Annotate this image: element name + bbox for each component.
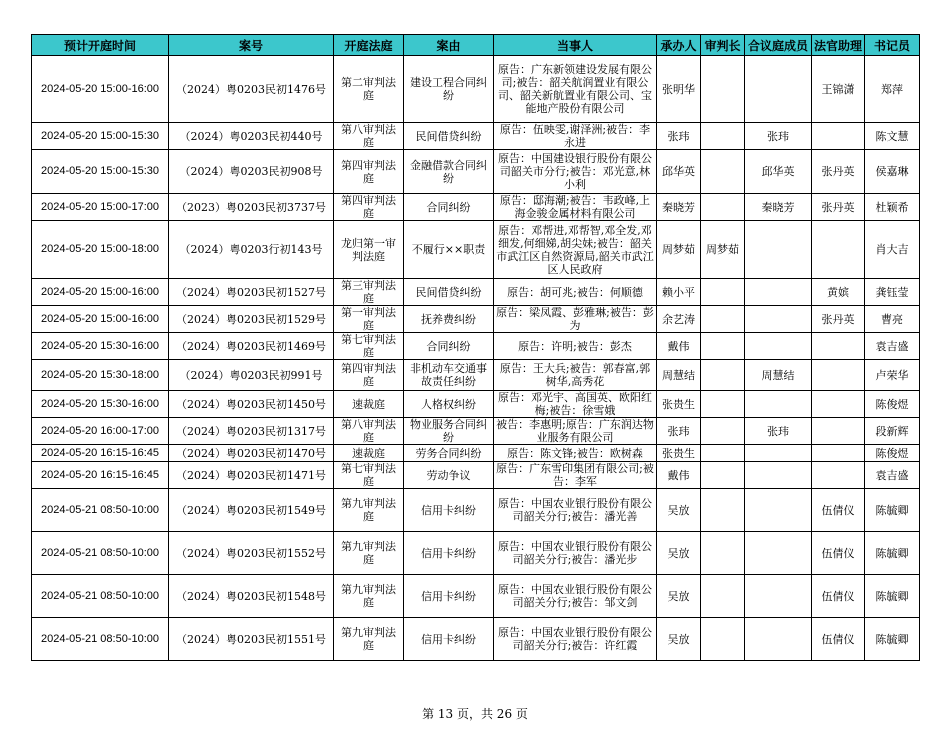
presiding-judge-cell	[701, 56, 745, 123]
cause-cell: 建设工程合同纠纷	[404, 56, 494, 123]
case-number-cell: （2024）粤0203民初991号	[169, 360, 334, 391]
presiding-judge-cell	[701, 360, 745, 391]
judge-assistant-cell	[812, 418, 865, 445]
cause-cell: 抚养费纠纷	[404, 306, 494, 333]
courtroom-cell: 第四审判法庭	[334, 150, 404, 194]
parties-cell: 原告：王大兵;被告：郭春富,郭树华,高秀花	[494, 360, 657, 391]
panel-members-cell: 邱华英	[745, 150, 812, 194]
judge-assistant-cell	[812, 391, 865, 418]
case-number-cell: （2024）粤0203民初1470号	[169, 445, 334, 462]
cause-cell: 合同纠纷	[404, 194, 494, 221]
courtroom-cell: 龙归第一审判法庭	[334, 221, 404, 279]
hearing-time-cell: 2024-05-20 15:00-17:00	[32, 194, 169, 221]
judge-assistant-cell	[812, 445, 865, 462]
clerk-cell: 龚钰莹	[865, 279, 920, 306]
clerk-cell: 曹亮	[865, 306, 920, 333]
presiding-judge-cell	[701, 279, 745, 306]
hearing-time-cell: 2024-05-21 08:50-10:00	[32, 532, 169, 575]
presiding-judge-cell	[701, 306, 745, 333]
parties-cell: 原告：邓光宇、高国英、欧阳红梅;被告：徐雪娥	[494, 391, 657, 418]
parties-cell: 原告：中国农业银行股份有限公司韶关分行;被告：许红霞	[494, 618, 657, 661]
parties-cell: 原告：中国农业银行股份有限公司韶关分行;被告：潘光善	[494, 489, 657, 532]
parties-cell: 原告：伍映雯,谢泽洲;被告：李永进	[494, 123, 657, 150]
handler-cell: 吴放	[657, 489, 701, 532]
courtroom-cell: 第九审判法庭	[334, 532, 404, 575]
table-row	[32, 123, 920, 150]
cause-cell: 民间借贷纠纷	[404, 279, 494, 306]
courtroom-cell: 第四审判法庭	[334, 360, 404, 391]
table-row	[32, 360, 920, 391]
handler-cell: 张贵生	[657, 445, 701, 462]
clerk-cell: 陈毓卿	[865, 575, 920, 618]
clerk-cell: 郑萍	[865, 56, 920, 123]
panel-members-cell: 张玮	[745, 123, 812, 150]
courtroom-cell: 第九审判法庭	[334, 575, 404, 618]
header-case-number: 案号	[169, 35, 334, 56]
panel-members-cell	[745, 445, 812, 462]
case-number-cell: （2024）粤0203行初143号	[169, 221, 334, 279]
table-row	[32, 306, 920, 333]
presiding-judge-cell	[701, 532, 745, 575]
clerk-cell: 陈俊煜	[865, 391, 920, 418]
handler-cell: 张玮	[657, 418, 701, 445]
presiding-judge-cell	[701, 418, 745, 445]
case-number-cell: （2024）粤0203民初1469号	[169, 333, 334, 360]
cause-cell: 不履行××职责	[404, 221, 494, 279]
clerk-cell: 袁吉盛	[865, 462, 920, 489]
panel-members-cell	[745, 532, 812, 575]
case-number-cell: （2024）粤0203民初1549号	[169, 489, 334, 532]
courtroom-cell: 第三审判法庭	[334, 279, 404, 306]
header-parties: 当事人	[494, 35, 657, 56]
panel-members-cell: 张玮	[745, 418, 812, 445]
panel-members-cell	[745, 391, 812, 418]
panel-members-cell	[745, 575, 812, 618]
hearing-time-cell: 2024-05-20 16:15-16:45	[32, 445, 169, 462]
handler-cell: 周慧结	[657, 360, 701, 391]
clerk-cell: 卢荣华	[865, 360, 920, 391]
hearing-time-cell: 2024-05-20 15:30-16:00	[32, 333, 169, 360]
courtroom-cell: 第九审判法庭	[334, 489, 404, 532]
panel-members-cell: 周慧结	[745, 360, 812, 391]
handler-cell: 赖小平	[657, 279, 701, 306]
courtroom-cell: 第七审判法庭	[334, 462, 404, 489]
case-number-cell: （2024）粤0203民初908号	[169, 150, 334, 194]
courtroom-cell: 第九审判法庭	[334, 618, 404, 661]
parties-cell: 原告：广东新领建设发展有限公司;被告：韶关航润置业有限公司、韶关新航置业有限公司、宝能地产股份有限公司	[494, 56, 657, 123]
courtroom-cell: 第七审判法庭	[334, 333, 404, 360]
hearing-time-cell: 2024-05-20 15:00-15:30	[32, 150, 169, 194]
judge-assistant-cell	[812, 221, 865, 279]
panel-members-cell	[745, 462, 812, 489]
presiding-judge-cell	[701, 618, 745, 661]
hearing-time-cell: 2024-05-20 15:00-16:00	[32, 56, 169, 123]
hearing-time-cell: 2024-05-20 15:00-16:00	[32, 279, 169, 306]
table-row	[32, 489, 920, 532]
hearing-time-cell: 2024-05-21 08:50-10:00	[32, 489, 169, 532]
judge-assistant-cell	[812, 360, 865, 391]
judge-assistant-cell	[812, 333, 865, 360]
courtroom-cell: 第八审判法庭	[334, 418, 404, 445]
handler-cell: 戴伟	[657, 462, 701, 489]
header-clerk: 书记员	[865, 35, 920, 56]
table-row	[32, 391, 920, 418]
hearing-time-cell: 2024-05-20 15:30-16:00	[32, 391, 169, 418]
table-row	[32, 56, 920, 123]
case-number-cell: （2024）粤0203民初1551号	[169, 618, 334, 661]
courtroom-cell: 速裁庭	[334, 391, 404, 418]
judge-assistant-cell	[812, 462, 865, 489]
hearing-time-cell: 2024-05-20 15:00-18:00	[32, 221, 169, 279]
parties-cell: 原告：陈文锋;被告：欧树森	[494, 445, 657, 462]
handler-cell: 张贵生	[657, 391, 701, 418]
handler-cell: 秦晓芳	[657, 194, 701, 221]
handler-cell: 邱华英	[657, 150, 701, 194]
case-number-cell: （2024）粤0203民初440号	[169, 123, 334, 150]
handler-cell: 吴放	[657, 618, 701, 661]
cause-cell: 信用卡纠纷	[404, 532, 494, 575]
header-handler: 承办人	[657, 35, 701, 56]
hearing-time-cell: 2024-05-20 15:00-15:30	[32, 123, 169, 150]
case-number-cell: （2024）粤0203民初1476号	[169, 56, 334, 123]
case-number-cell: （2024）粤0203民初1471号	[169, 462, 334, 489]
clerk-cell: 袁吉盛	[865, 333, 920, 360]
table-row	[32, 333, 920, 360]
panel-members-cell	[745, 306, 812, 333]
cause-cell: 劳动争议	[404, 462, 494, 489]
cause-cell: 非机动车交通事故责任纠纷	[404, 360, 494, 391]
judge-assistant-cell: 王锦潇	[812, 56, 865, 123]
parties-cell: 原告：广东雪印集团有限公司;被告：李军	[494, 462, 657, 489]
presiding-judge-cell	[701, 150, 745, 194]
hearing-schedule-table	[31, 34, 920, 661]
header-courtroom: 开庭法庭	[334, 35, 404, 56]
cause-cell: 信用卡纠纷	[404, 618, 494, 661]
handler-cell: 张玮	[657, 123, 701, 150]
judge-assistant-cell: 张丹英	[812, 194, 865, 221]
hearing-time-cell: 2024-05-20 16:00-17:00	[32, 418, 169, 445]
presiding-judge-cell	[701, 445, 745, 462]
clerk-cell: 段新辉	[865, 418, 920, 445]
case-number-cell: （2024）粤0203民初1527号	[169, 279, 334, 306]
panel-members-cell: 秦晓芳	[745, 194, 812, 221]
handler-cell: 吴放	[657, 532, 701, 575]
clerk-cell: 陈毓卿	[865, 489, 920, 532]
table-row	[32, 279, 920, 306]
cause-cell: 劳务合同纠纷	[404, 445, 494, 462]
presiding-judge-cell	[701, 575, 745, 618]
presiding-judge-cell	[701, 194, 745, 221]
header-judge-assistant: 法官助理	[812, 35, 865, 56]
header-row	[32, 35, 920, 56]
courtroom-cell: 第四审判法庭	[334, 194, 404, 221]
header-hearing-time: 预计开庭时间	[32, 35, 169, 56]
parties-cell: 原告：胡可兆;被告：何顺德	[494, 279, 657, 306]
judge-assistant-cell: 张丹英	[812, 150, 865, 194]
courtroom-cell: 速裁庭	[334, 445, 404, 462]
table-row	[32, 532, 920, 575]
judge-assistant-cell: 伍倩仪	[812, 489, 865, 532]
parties-cell: 原告：许明;被告：彭杰	[494, 333, 657, 360]
cause-cell: 民间借贷纠纷	[404, 123, 494, 150]
judge-assistant-cell: 伍倩仪	[812, 532, 865, 575]
clerk-cell: 肖大吉	[865, 221, 920, 279]
parties-cell: 原告：中国建设银行股份有限公司韶关市分行;被告：邓光意,林小利	[494, 150, 657, 194]
case-number-cell: （2024）粤0203民初1548号	[169, 575, 334, 618]
courtroom-cell: 第八审判法庭	[334, 123, 404, 150]
presiding-judge-cell	[701, 391, 745, 418]
table-row	[32, 194, 920, 221]
presiding-judge-cell	[701, 462, 745, 489]
presiding-judge-cell: 周梦茹	[701, 221, 745, 279]
header-panel-members: 合议庭成员	[745, 35, 812, 56]
table-row	[32, 618, 920, 661]
panel-members-cell	[745, 56, 812, 123]
parties-cell: 原告：中国农业银行股份有限公司韶关分行;被告：潘光步	[494, 532, 657, 575]
presiding-judge-cell	[701, 489, 745, 532]
judge-assistant-cell: 伍倩仪	[812, 618, 865, 661]
hearing-time-cell: 2024-05-21 08:50-10:00	[32, 618, 169, 661]
parties-cell: 原告：邓帮进,邓帮智,邓全发,邓细发,何细娣,胡尖妹;被告：韶关市武江区自然资源局,韶关市武江区人民政府	[494, 221, 657, 279]
handler-cell: 余艺涛	[657, 306, 701, 333]
case-number-cell: （2023）粤0203民初3737号	[169, 194, 334, 221]
cause-cell: 金融借款合同纠纷	[404, 150, 494, 194]
hearing-time-cell: 2024-05-20 15:00-16:00	[32, 306, 169, 333]
handler-cell: 戴伟	[657, 333, 701, 360]
case-number-cell: （2024）粤0203民初1552号	[169, 532, 334, 575]
clerk-cell: 陈俊煜	[865, 445, 920, 462]
table-row	[32, 445, 920, 462]
case-number-cell: （2024）粤0203民初1450号	[169, 391, 334, 418]
parties-cell: 原告：邸海潮;被告：韦政峰,上海金骏金属材料有限公司	[494, 194, 657, 221]
table-row	[32, 221, 920, 279]
clerk-cell: 杜颖希	[865, 194, 920, 221]
panel-members-cell	[745, 279, 812, 306]
header-presiding-judge: 审判长	[701, 35, 745, 56]
table-row	[32, 462, 920, 489]
hearing-time-cell: 2024-05-20 16:15-16:45	[32, 462, 169, 489]
handler-cell: 周梦茹	[657, 221, 701, 279]
clerk-cell: 陈文慧	[865, 123, 920, 150]
table-row	[32, 150, 920, 194]
case-number-cell: （2024）粤0203民初1317号	[169, 418, 334, 445]
judge-assistant-cell: 黄嫔	[812, 279, 865, 306]
judge-assistant-cell: 张丹英	[812, 306, 865, 333]
cause-cell: 人格权纠纷	[404, 391, 494, 418]
page-footer: 第 13 页，共 26 页	[422, 707, 528, 721]
panel-members-cell	[745, 489, 812, 532]
clerk-cell: 陈毓卿	[865, 532, 920, 575]
clerk-cell: 陈毓卿	[865, 618, 920, 661]
judge-assistant-cell: 伍倩仪	[812, 575, 865, 618]
cause-cell: 合同纠纷	[404, 333, 494, 360]
clerk-cell: 侯嘉琳	[865, 150, 920, 194]
courtroom-cell: 第一审判法庭	[334, 306, 404, 333]
table-row	[32, 418, 920, 445]
parties-cell: 原告：中国农业银行股份有限公司韶关分行;被告：邹文剑	[494, 575, 657, 618]
panel-members-cell	[745, 333, 812, 360]
cause-cell: 信用卡纠纷	[404, 575, 494, 618]
handler-cell: 吴放	[657, 575, 701, 618]
case-number-cell: （2024）粤0203民初1529号	[169, 306, 334, 333]
presiding-judge-cell	[701, 123, 745, 150]
parties-cell: 原告：梁凤霞、彭雅琳;被告：彭为	[494, 306, 657, 333]
hearing-time-cell: 2024-05-21 08:50-10:00	[32, 575, 169, 618]
panel-members-cell	[745, 618, 812, 661]
cause-cell: 信用卡纠纷	[404, 489, 494, 532]
header-cause: 案由	[404, 35, 494, 56]
judge-assistant-cell	[812, 123, 865, 150]
hearing-time-cell: 2024-05-20 15:30-18:00	[32, 360, 169, 391]
presiding-judge-cell	[701, 333, 745, 360]
courtroom-cell: 第二审判法庭	[334, 56, 404, 123]
panel-members-cell	[745, 221, 812, 279]
cause-cell: 物业服务合同纠纷	[404, 418, 494, 445]
handler-cell: 张明华	[657, 56, 701, 123]
table-row	[32, 575, 920, 618]
parties-cell: 被告：李惠明;原告：广东润达物业服务有限公司	[494, 418, 657, 445]
